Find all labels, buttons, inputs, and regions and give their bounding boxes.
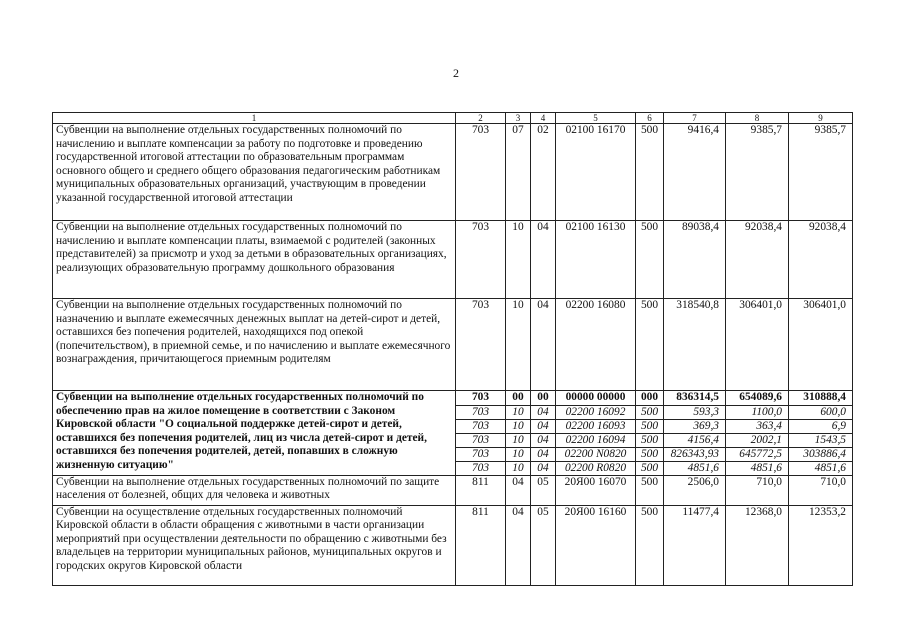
cell-c8: 654089,6: [726, 391, 789, 406]
cell-c6: 500: [636, 124, 664, 221]
table-row: [53, 475, 853, 505]
row-name: Субвенции на выполнение отдельных государственных полномочий по назначению и выплате ежемесячных денежных выплат на детей-сирот и детей, оставшихся без попечения родителей, находящихся под опекой (попечительством), в приемной семье, и по начислению и выплате ежемесячного вознаграждения, причитающегося приемным родителям: [53, 299, 456, 391]
header-row: [53, 113, 853, 124]
cell-c9: 303886,4: [789, 447, 853, 461]
cell-c2: 703: [456, 391, 506, 406]
cell-c5: 02200 R0820: [556, 461, 636, 475]
row-name: Субвенции на выполнение отдельных государственных полномочий по обеспечению прав на жилое помещение в соответствии с Законом Кировской области "О социальной поддержке детей-сирот и детей, оставшихся без попечения родителей, лиц из числа детей-сирот и детей, оставшихся без попечения родителей, детей, попавших в сложную жизненную ситуацию": [53, 391, 456, 476]
cell-c2: 703: [456, 299, 506, 391]
cell-c2: 811: [456, 475, 506, 505]
cell-c6: 500: [636, 461, 664, 475]
page-number: 2: [453, 66, 459, 80]
cell-c5: 00000 00000: [556, 391, 636, 406]
cell-c6: 500: [636, 447, 664, 461]
cell-c4: 00: [531, 391, 556, 406]
cell-c7: 836314,5: [664, 391, 726, 406]
row-name: Субвенции на выполнение отдельных государственных полномочий по защите населения от болезней, общих для человека и животных: [53, 475, 456, 505]
cell-c4: 04: [531, 447, 556, 461]
cell-c3: 10: [506, 419, 531, 433]
header-cell: 2: [456, 113, 506, 124]
cell-c5: 02200 16093: [556, 419, 636, 433]
cell-c2: 811: [456, 505, 506, 585]
cell-c7: 369,3: [664, 419, 726, 433]
header-cell: 3: [506, 113, 531, 124]
cell-c7: 4156,4: [664, 433, 726, 447]
cell-c4: 04: [531, 419, 556, 433]
cell-c5: 20Я00 16160: [556, 505, 636, 585]
cell-c3: 10: [506, 221, 531, 299]
cell-c7: 89038,4: [664, 221, 726, 299]
cell-c7: 826343,93: [664, 447, 726, 461]
cell-c4: 05: [531, 505, 556, 585]
cell-c4: 04: [531, 299, 556, 391]
header-cell: 5: [556, 113, 636, 124]
cell-c2: 703: [456, 419, 506, 433]
cell-c4: 05: [531, 475, 556, 505]
cell-c8: 4851,6: [726, 461, 789, 475]
header-cell: 1: [53, 113, 456, 124]
cell-c2: 703: [456, 405, 506, 419]
table-row-total: [53, 391, 853, 406]
cell-c9: 9385,7: [789, 124, 853, 221]
table-row: [53, 221, 853, 299]
budget-table: [52, 112, 853, 586]
row-name: Субвенции на выполнение отдельных государственных полномочий по начислению и выплате компенсации платы, взимаемой с родителей (законных представителей) за присмотр и уход за детьми в образовательных организациях, реализующих образовательную программу дошкольного образования: [53, 221, 456, 299]
cell-c8: 1100,0: [726, 405, 789, 419]
cell-c8: 306401,0: [726, 299, 789, 391]
cell-c9: 6,9: [789, 419, 853, 433]
cell-c5: 02200 N0820: [556, 447, 636, 461]
cell-c4: 04: [531, 221, 556, 299]
cell-c2: 703: [456, 221, 506, 299]
cell-c7: 11477,4: [664, 505, 726, 585]
cell-c3: 00: [506, 391, 531, 406]
cell-c9: 12353,2: [789, 505, 853, 585]
cell-c3: 04: [506, 475, 531, 505]
header-cell: 7: [664, 113, 726, 124]
cell-c7: 4851,6: [664, 461, 726, 475]
cell-c7: 2506,0: [664, 475, 726, 505]
cell-c3: 10: [506, 447, 531, 461]
cell-c8: 92038,4: [726, 221, 789, 299]
cell-c3: 07: [506, 124, 531, 221]
cell-c7: 593,3: [664, 405, 726, 419]
cell-c4: 04: [531, 461, 556, 475]
cell-c9: 306401,0: [789, 299, 853, 391]
cell-c9: 1543,5: [789, 433, 853, 447]
cell-c3: 10: [506, 461, 531, 475]
cell-c2: 703: [456, 433, 506, 447]
row-name: Субвенции на выполнение отдельных государственных полномочий по начислению и выплате компенсации за работу по подготовке и проведению государственной итоговой аттестации по образовательным программам основного общего и среднего общего образования педагогическим работникам муниципальных образовательных организаций, участвующим в проведении указанной государственной итоговой аттестации: [53, 124, 456, 221]
cell-c6: 500: [636, 433, 664, 447]
cell-c4: 04: [531, 433, 556, 447]
cell-c3: 10: [506, 433, 531, 447]
cell-c8: 9385,7: [726, 124, 789, 221]
table-row: [53, 299, 853, 391]
cell-c9: 92038,4: [789, 221, 853, 299]
cell-c3: 10: [506, 299, 531, 391]
header-cell: 4: [531, 113, 556, 124]
header-cell: 8: [726, 113, 789, 124]
cell-c6: 500: [636, 419, 664, 433]
cell-c3: 10: [506, 405, 531, 419]
cell-c9: 310888,4: [789, 391, 853, 406]
cell-c3: 04: [506, 505, 531, 585]
cell-c4: 02: [531, 124, 556, 221]
table-row: [53, 124, 853, 221]
cell-c8: 12368,0: [726, 505, 789, 585]
cell-c5: 02200 16092: [556, 405, 636, 419]
cell-c9: 4851,6: [789, 461, 853, 475]
header-cell: 9: [789, 113, 853, 124]
cell-c2: 703: [456, 447, 506, 461]
cell-c2: 703: [456, 461, 506, 475]
cell-c8: 710,0: [726, 475, 789, 505]
cell-c2: 703: [456, 124, 506, 221]
cell-c9: 710,0: [789, 475, 853, 505]
cell-c5: 20Я00 16070: [556, 475, 636, 505]
cell-c6: 500: [636, 299, 664, 391]
cell-c5: 02200 16094: [556, 433, 636, 447]
cell-c6: 000: [636, 391, 664, 406]
cell-c9: 600,0: [789, 405, 853, 419]
cell-c8: 645772,5: [726, 447, 789, 461]
cell-c7: 9416,4: [664, 124, 726, 221]
table-row: [53, 505, 853, 585]
cell-c8: 363,4: [726, 419, 789, 433]
cell-c6: 500: [636, 505, 664, 585]
row-name: Субвенции на осуществление отдельных государственных полномочий Кировской области в области обращения с животными в части организации мероприятий при осуществлении деятельности по обращению с животными без владельцев на территории муниципальных районов, муниципальных округов и городских округов Кировской области: [53, 505, 456, 585]
cell-c5: 02100 16130: [556, 221, 636, 299]
cell-c4: 04: [531, 405, 556, 419]
cell-c5: 02100 16170: [556, 124, 636, 221]
cell-c6: 500: [636, 475, 664, 505]
header-cell: 6: [636, 113, 664, 124]
cell-c8: 2002,1: [726, 433, 789, 447]
cell-c6: 500: [636, 405, 664, 419]
cell-c6: 500: [636, 221, 664, 299]
cell-c5: 02200 16080: [556, 299, 636, 391]
cell-c7: 318540,8: [664, 299, 726, 391]
